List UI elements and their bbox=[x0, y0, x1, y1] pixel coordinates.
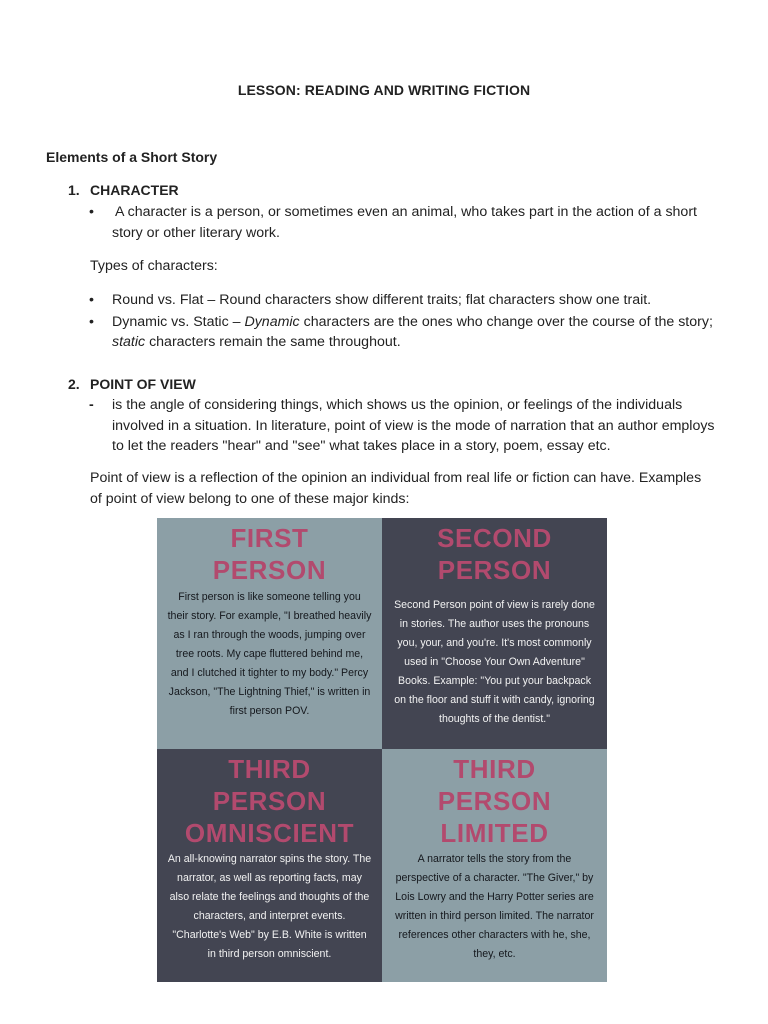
character-definition-text: A character is a person, or sometimes even an animal, who takes part in the action of a short story or other literary work. bbox=[112, 204, 697, 241]
character-heading bbox=[68, 180, 179, 200]
panel-body: An all-knowing narrator spins the story. The narrator, as well as reporting facts, may also relate the feelings and thoughts of the characters, and interpret events. "Charlotte's Web" by E.B. White is written in third person omniscient. bbox=[167, 853, 372, 960]
section-heading: Elements of a Short Story bbox=[46, 149, 218, 165]
panel-body: A narrator tells the story from the perspective of a character. "The Giver," by Lois Lowry and the Harry Potter series are written in third person limited. The narrator references other characters with he, she, they, etc. bbox=[395, 853, 594, 960]
panel-title: THIRD PERSON LIMITED bbox=[437, 754, 552, 848]
point-of-view-intro: Point of view is a reflection of the opinion an individual from real life or fiction can have. Examples of point of view belong to one of these major kinds: bbox=[90, 470, 702, 507]
panel-title: FIRST PERSON bbox=[212, 523, 327, 585]
point-of-view-heading bbox=[68, 374, 196, 394]
third-person-omniscient-panel bbox=[157, 749, 382, 982]
second-person-panel bbox=[382, 518, 607, 749]
character-number: 1. bbox=[68, 182, 80, 198]
point-of-view-definition-item bbox=[89, 395, 729, 457]
dynamic-static-text: Dynamic vs. Static – Dynamic characters are the ones who change over the course of the story; static characters remain the same throughout. bbox=[112, 313, 713, 351]
character-type-item bbox=[89, 290, 729, 311]
character-definition-list bbox=[89, 202, 729, 243]
character-type-item bbox=[89, 312, 729, 353]
character-types-list bbox=[89, 290, 729, 353]
panel-title: THIRD PERSON OMNISCIENT bbox=[184, 754, 355, 848]
character-heading-text: CHARACTER bbox=[90, 182, 179, 198]
bullet-icon: • bbox=[89, 292, 94, 308]
dash-icon: - bbox=[89, 397, 94, 413]
third-person-limited-panel bbox=[382, 749, 607, 982]
page-title: LESSON: READING AND WRITING FICTION bbox=[237, 82, 531, 98]
panel-title: SECOND PERSON bbox=[437, 523, 552, 585]
first-person-panel bbox=[157, 518, 382, 749]
point-of-view-definition-text: is the angle of considering things, which shows us the opinion, or feelings of the individuals involved in a situation. In literature, point of view is the mode of narration that an author employs to let the readers "hear" and "see" what takes place in a story, poem, essay etc. bbox=[112, 397, 715, 455]
panel-body: Second Person point of view is rarely done in stories. The author uses the pronouns you, your, and you're. It's most commonly used in "Choose Your Own Adventure" Books. Example: "You put your backpack on the floor and stuff it with candy, ignoring thoughts of the dentist." bbox=[394, 599, 595, 725]
types-of-characters-label: Types of characters: bbox=[90, 258, 218, 274]
point-of-view-heading-text: POINT OF VIEW bbox=[90, 376, 196, 392]
bullet-icon: • bbox=[89, 313, 94, 330]
bullet-icon: • bbox=[89, 204, 94, 220]
panel-body: First person is like someone telling you their story. For example, "I breathed heavily as I ran through the woods, jumping over tree roots. My cape fluttered behind me, and I clutched it tighter to my body." Percy Jackson, "The Lightning Thief," is written in first person POV. bbox=[167, 591, 372, 717]
character-definition-item bbox=[89, 202, 729, 243]
round-flat-text: Round vs. Flat – Round characters show different traits; flat characters show one trait. bbox=[112, 292, 652, 308]
point-of-view-infographic bbox=[157, 518, 607, 982]
point-of-view-number: 2. bbox=[68, 376, 80, 392]
point-of-view-definition-list bbox=[89, 395, 729, 457]
